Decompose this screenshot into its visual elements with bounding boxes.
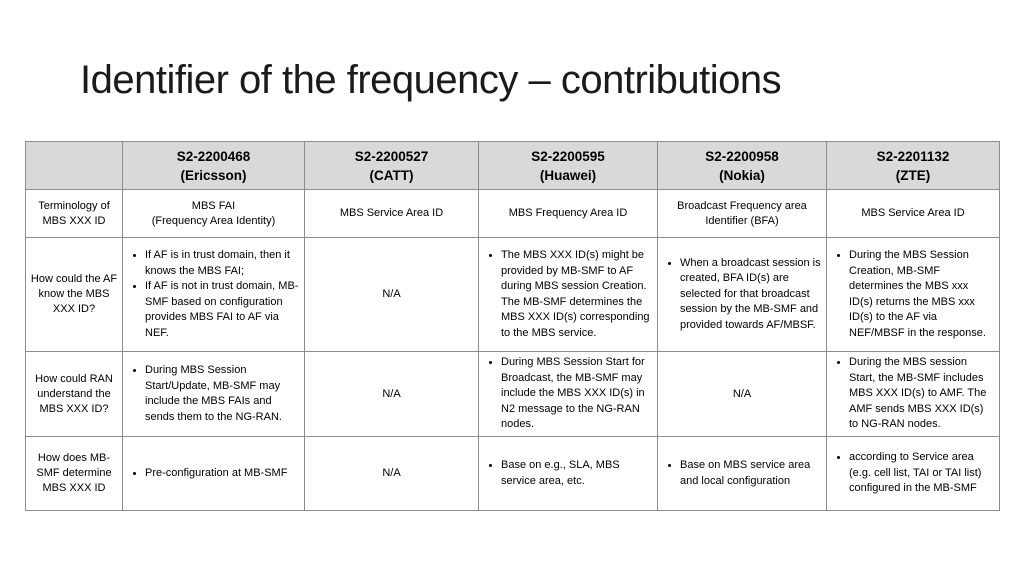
- table-cell: [827, 352, 1000, 437]
- list-item: • During the MBS Session Creation, MB-SMF determines the MBS xxx ID(s) returns the MBS xxx ID(s) to the AF via NEF/MBSF in the response.: [849, 248, 995, 341]
- corner-cell: [26, 142, 123, 190]
- bullet-list: [662, 458, 822, 489]
- bullet-list: [831, 248, 995, 341]
- row-header: How does MB-SMF determine MBS XXX ID: [26, 437, 123, 511]
- column-header: S2-2200527 (CATT): [305, 142, 479, 190]
- table-cell: [123, 238, 305, 352]
- table-cell: MBS Service Area ID: [827, 190, 1000, 238]
- header-row: [26, 142, 1000, 190]
- bullet-list: [483, 248, 653, 341]
- table-cell: Broadcast Frequency area Identifier (BFA): [658, 190, 827, 238]
- table-row: [26, 190, 1000, 238]
- list-item: • If AF is in trust domain, then it knows the MBS FAI;: [145, 248, 300, 279]
- bullet-list: [831, 355, 995, 433]
- table-cell: [479, 437, 658, 511]
- list-item: • according to Service area (e.g. cell list, TAI or TAI list) configured in the MB-SMF: [849, 450, 995, 497]
- table-cell: [658, 437, 827, 511]
- table-cell: MBS Frequency Area ID: [479, 190, 658, 238]
- table-cell: [123, 437, 305, 511]
- table-row: [26, 352, 1000, 437]
- table-cell: [479, 352, 658, 437]
- row-header: How could the AF know the MBS XXX ID?: [26, 238, 123, 352]
- table-row: [26, 238, 1000, 352]
- table-cell: [827, 437, 1000, 511]
- list-item: • Base on MBS service area and local configuration: [680, 458, 822, 489]
- list-item: • During the MBS session Start, the MB-SMF includes MBS XXX ID(s) to AMF. The AMF sends MBS XXX ID(s) to NG-RAN nodes.: [849, 355, 995, 433]
- table-cell: N/A: [305, 238, 479, 352]
- list-item: • During MBS Session Start for Broadcast, the MB-SMF may include the MBS XXX ID(s) in N2 message to the NG-RAN nodes.: [501, 355, 653, 433]
- table-cell: [479, 238, 658, 352]
- bullet-list: [127, 248, 300, 341]
- list-item: • If AF is not in trust domain, MB-SMF based on configuration provides MBS FAI to AF via NEF.: [145, 279, 300, 341]
- bullet-list: [483, 355, 653, 433]
- table-row: [26, 437, 1000, 511]
- list-item: • Base on e.g., SLA, MBS service area, etc.: [501, 458, 653, 489]
- bullet-list: [127, 466, 300, 482]
- table-cell: MBS FAI (Frequency Area Identity): [123, 190, 305, 238]
- table-cell: [827, 238, 1000, 352]
- column-header: S2-2200468 (Ericsson): [123, 142, 305, 190]
- table-cell: [658, 238, 827, 352]
- bullet-list: [831, 450, 995, 497]
- table-cell: N/A: [658, 352, 827, 437]
- row-header: How could RAN understand the MBS XXX ID?: [26, 352, 123, 437]
- table-cell: MBS Service Area ID: [305, 190, 479, 238]
- column-header: S2-2200595 (Huawei): [479, 142, 658, 190]
- bullet-list: [662, 256, 822, 334]
- row-header: Terminology of MBS XXX ID: [26, 190, 123, 238]
- bullet-list: [127, 363, 300, 425]
- list-item: • During MBS Session Start/Update, MB-SMF may include the MBS FAIs and sends them to the NG-RAN.: [145, 363, 300, 425]
- list-item: • Pre-configuration at MB-SMF: [145, 466, 300, 482]
- contributions-table: [25, 141, 1000, 511]
- table-cell: N/A: [305, 352, 479, 437]
- table-cell: N/A: [305, 437, 479, 511]
- slide-title: Identifier of the frequency – contributions: [80, 58, 782, 102]
- list-item: • The MBS XXX ID(s) might be provided by MB-SMF to AF during MBS session Creation. The MB-SMF determines the MBS XXX ID(s) corresponding to the MBS service.: [501, 248, 653, 341]
- column-header: S2-2200958 (Nokia): [658, 142, 827, 190]
- bullet-list: [483, 458, 653, 489]
- table-cell: [123, 352, 305, 437]
- column-header: S2-2201132 (ZTE): [827, 142, 1000, 190]
- list-item: • When a broadcast session is created, BFA ID(s) are selected for that broadcast session by the MB-SMF and provided towards AF/MBSF.: [680, 256, 822, 334]
